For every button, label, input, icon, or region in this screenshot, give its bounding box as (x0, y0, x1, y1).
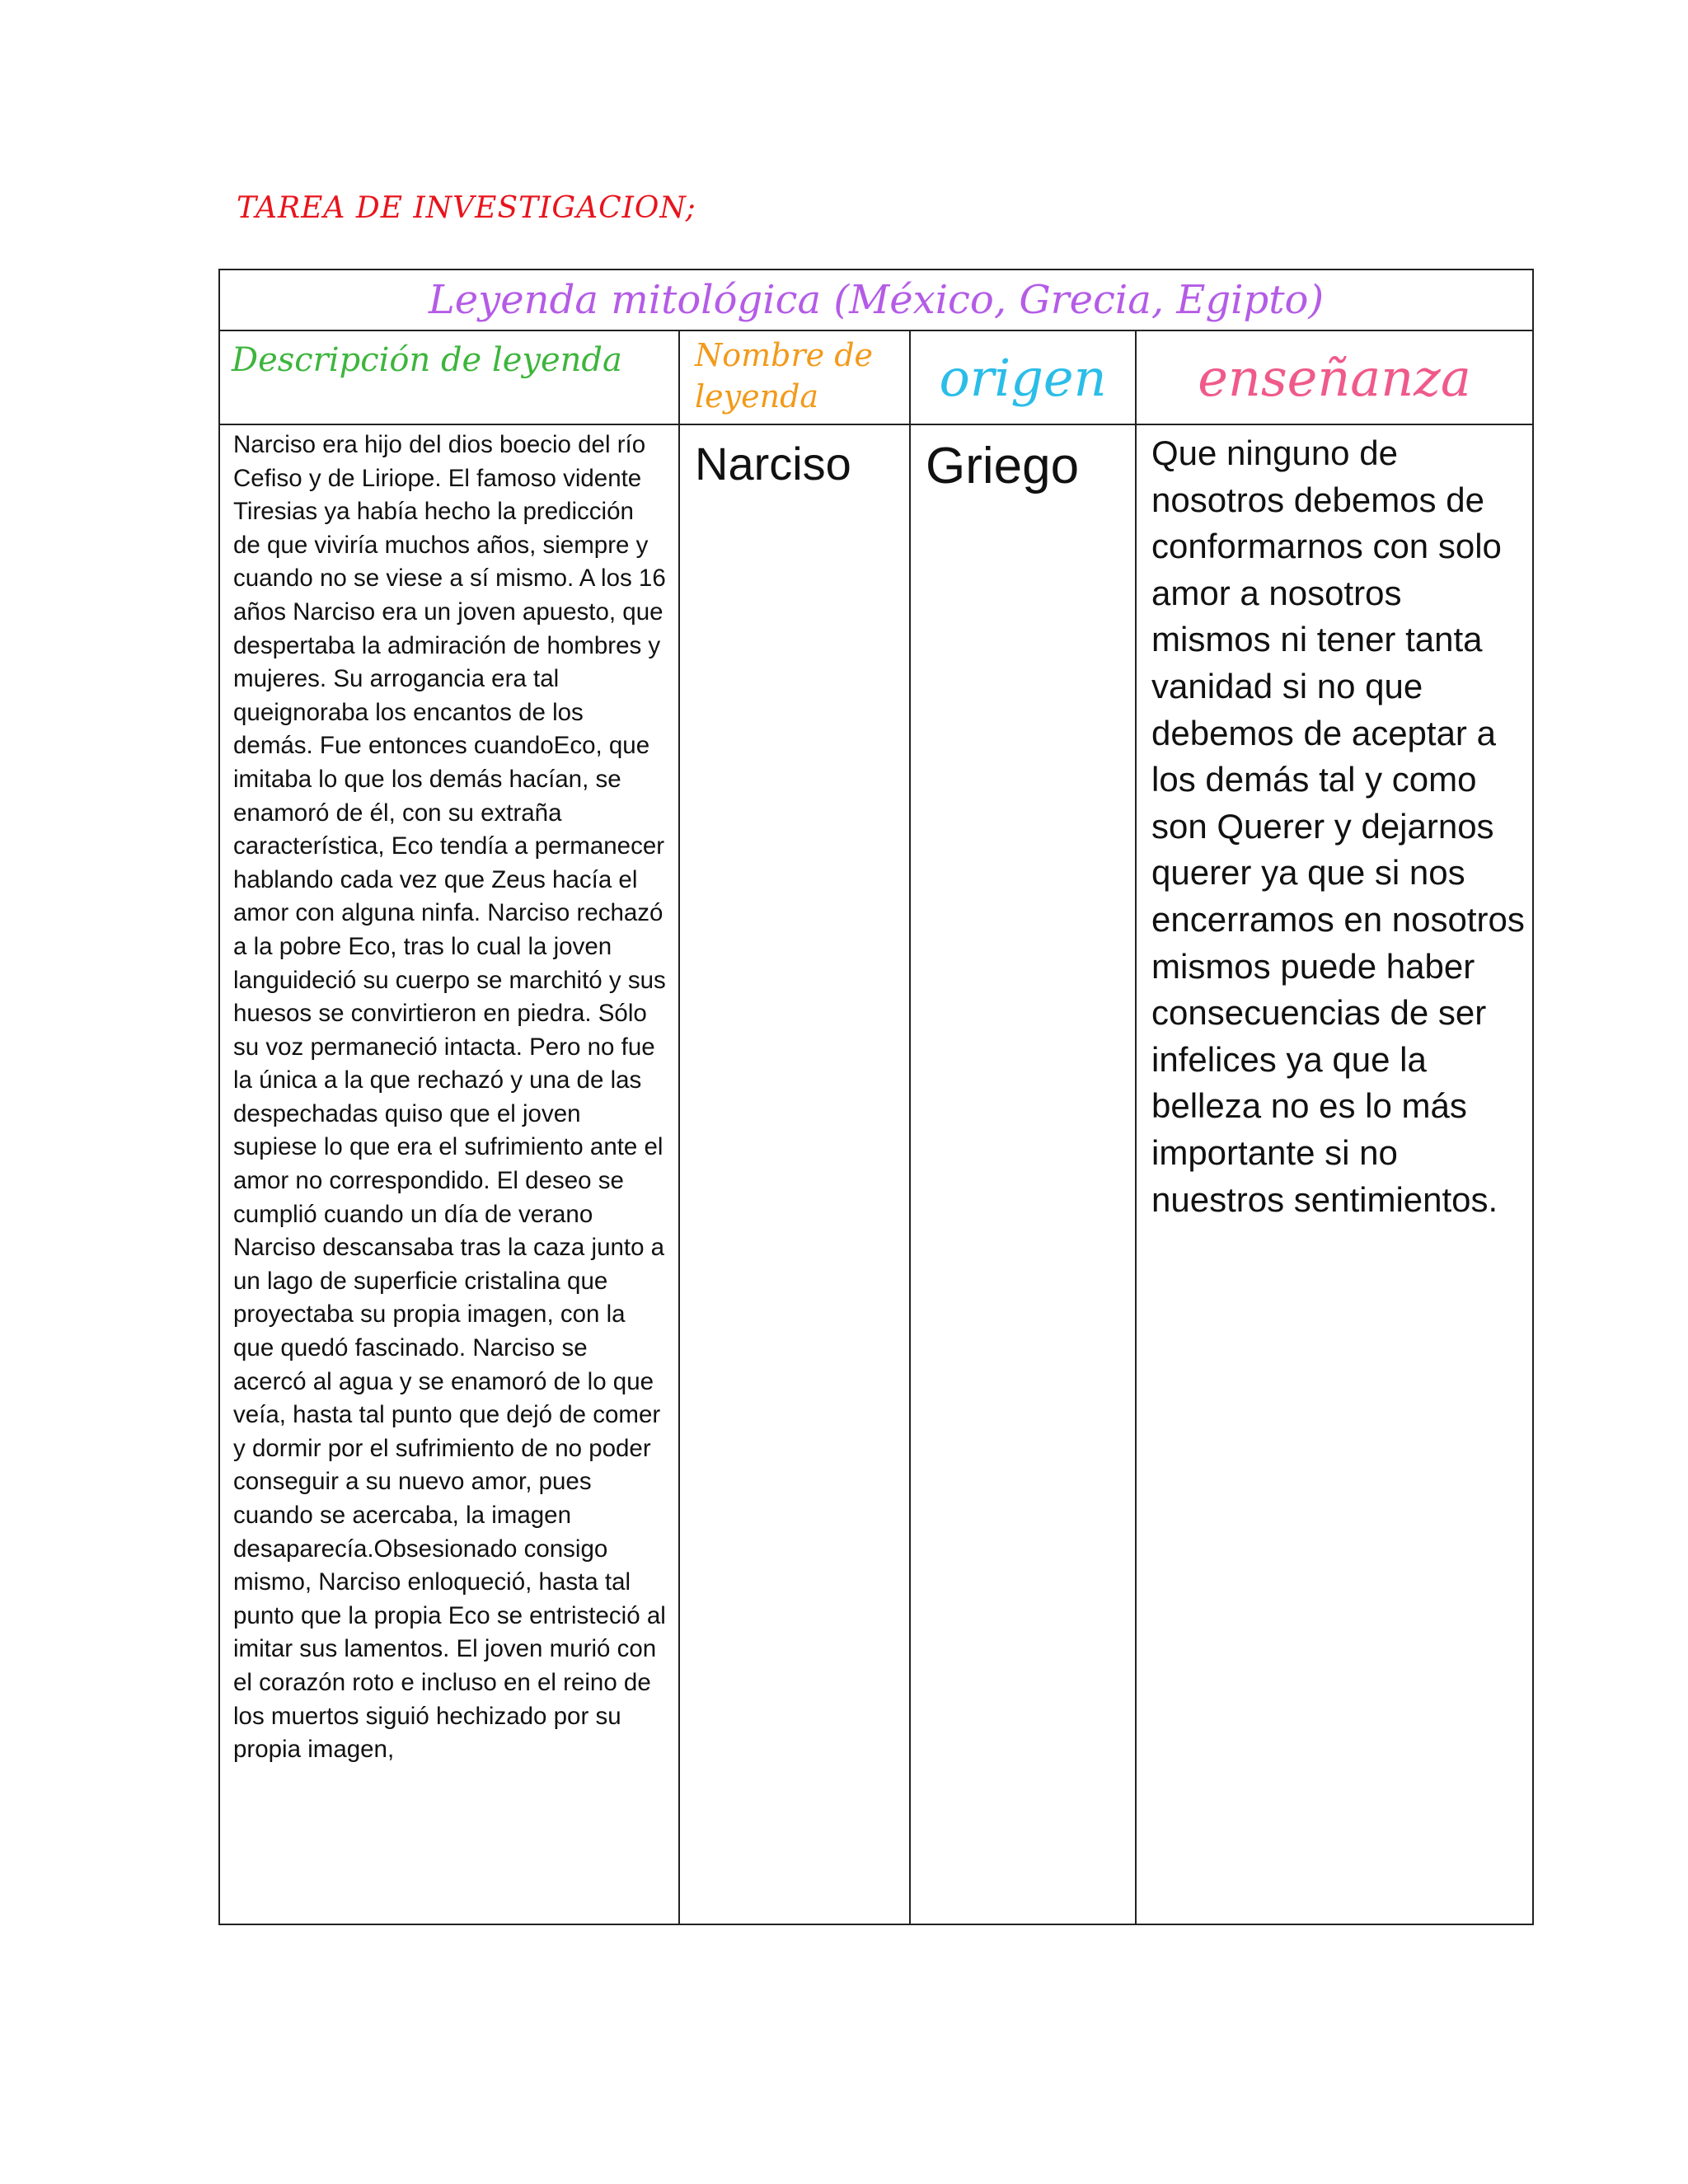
table-title-row (219, 269, 1533, 330)
header-name: Nombre de leyenda (679, 330, 910, 424)
legend-lesson: Que ninguno de nosotros debemos de conformarnos con solo amor a nosotros mismos ni tener tanta vanidad si no que debemos de aceptar a los demás tal y como son Querer y dejarnos querer ya que si nos encerramos en nosotros mismos puede haber consecuencias de ser infelices ya que la belleza no es lo más importante si no nuestros sentimientos. (1136, 424, 1533, 1924)
legend-name: Narciso (679, 424, 910, 1924)
legend-description: Narciso era hijo del dios boecio del río Cefiso y de Liriope. El famoso vidente Tiresias ya había hecho la predicción de que viviría muchos años, siempre y cuando no se viese a sí mismo. A los 16 años Narciso era un joven apuesto, que despertaba la admiración de hombres y mujeres. Su arrogancia era tal queignoraba los encantos de los demás. Fue entonces cuandoEco, que imitaba lo que los demás hacían, se enamoró de él, con su extraña característica, Eco tendía a permanecer hablando cada vez que Zeus hacía el amor con alguna ninfa. Narciso rechazó a la pobre Eco, tras lo cual la joven languideció su cuerpo se marchitó y sus huesos se convirtieron en piedra. Sólo su voz permaneció intacta. Pero no fue la única a la que rechazó y una de las despechadas quiso que el joven supiese lo que era el sufrimiento ante el amor no correspondido. El deseo se cumplió cuando un día de verano Narciso descansaba tras la caza junto a un lago de superficie cristalina que proyectaba su propia imagen, con la que quedó fascinado. Narciso se acercó al agua y se enamoró de lo que veía, hasta tal punto que dejó de comer y dormir por el sufrimiento de no poder conseguir a su nuevo amor, pues cuando se acercaba, la imagen desaparecía.Obsesionado consigo mismo, Narciso enloqueció, hasta tal punto que la propia Eco se entristeció al imitar sus lamentos. El joven murió con el corazón roto e incluso en el reino de los muertos siguió hechizado por su propia imagen, (219, 424, 679, 1924)
table-header-row (219, 330, 1533, 424)
legend-table (218, 269, 1534, 1925)
table-title: Leyenda mitológica (México, Grecia, Egipto) (219, 269, 1533, 330)
legend-origin: Griego (910, 424, 1136, 1924)
header-description: Descripción de leyenda (219, 330, 679, 424)
page-heading: TAREA DE INVESTIGACION; (237, 191, 696, 225)
header-lesson: enseñanza (1136, 330, 1533, 424)
header-origin: origen (910, 330, 1136, 424)
table-row (219, 424, 1533, 1924)
